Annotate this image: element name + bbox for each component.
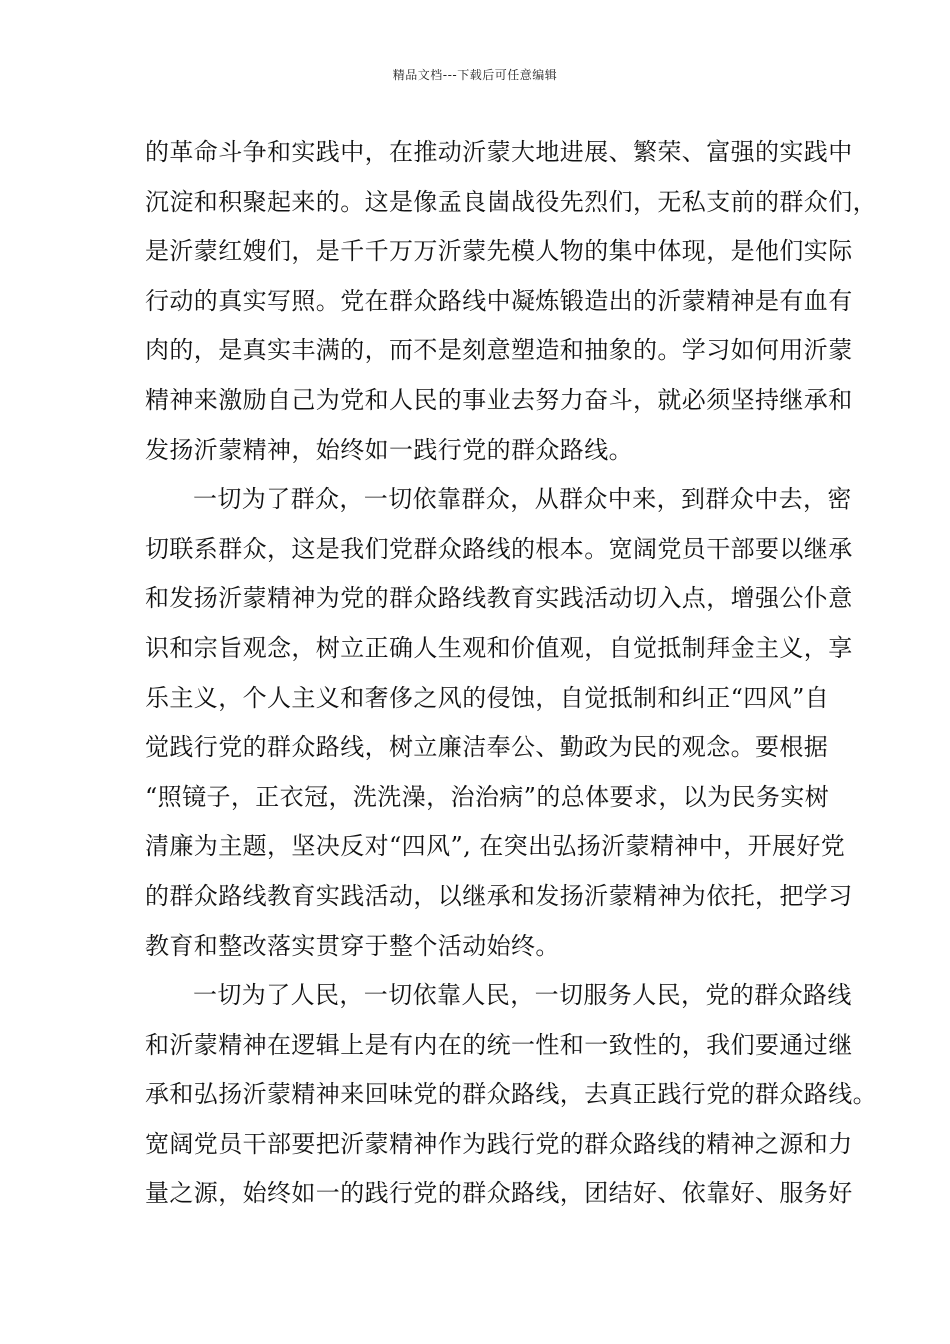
- text-line: “照镜子，正衣冠，洗洗澡，治治病”的总体要求，以为民务实树: [145, 782, 830, 811]
- text-line: 乐主义，个人主义和奢侈之风的侵蚀，自觉抵制和纠正“四风”自: [145, 683, 830, 712]
- text-line: 承和弘扬沂蒙精神来回味党的群众路线，去真正践行党的群众路线。: [145, 1080, 877, 1109]
- text-line: 清廉为主题，坚决反对“四风”, 在突出弘扬沂蒙精神中，开展好党: [145, 832, 846, 861]
- text-line: 精神来激励自己为党和人民的事业去努力奋斗，就必须坚持继承和: [145, 385, 853, 414]
- text-line: 一切为了人民，一切依靠人民，一切服务人民，党的群众路线: [193, 981, 852, 1010]
- text-line: 一切为了群众，一切依靠群众，从群众中来，到群众中去，密: [193, 485, 852, 514]
- text-line: 沉淀和积聚起来的。这是像孟良崮战役先烈们，无私支前的群众们，: [145, 187, 877, 216]
- page-header: 精品文档---下载后可任意编辑: [392, 68, 558, 82]
- text-line: 和沂蒙精神在逻辑上是有内在的统一性和一致性的，我们要通过继: [145, 1030, 853, 1059]
- document-body: [145, 128, 877, 1219]
- text-line: 识和宗旨观念，树立正确人生观和价值观，自觉抵制拜金主义，享: [145, 633, 853, 662]
- text-line: 切联系群众，这是我们党群众路线的根本。宽阔党员干部要以继承: [145, 534, 853, 563]
- text-line: 的革命斗争和实践中，在推动沂蒙大地进展、繁荣、富强的实践中: [145, 138, 853, 166]
- text-line: 量之源，始终如一的践行党的群众路线，团结好、依靠好、服务好: [145, 1179, 853, 1208]
- text-line: 宽阔党员干部要把沂蒙精神作为践行党的群众路线的精神之源和力: [145, 1129, 853, 1158]
- text-line: 发扬沂蒙精神，始终如一践行党的群众路线。: [145, 435, 633, 464]
- text-line: 的群众路线教育实践活动，以继承和发扬沂蒙精神为依托，把学习: [145, 881, 853, 910]
- text-line: 肉的，是真实丰满的，而不是刻意塑造和抽象的。学习如何用沂蒙: [145, 336, 853, 365]
- text-line: 教育和整改落实贯穿于整个活动始终。: [145, 931, 560, 960]
- text-line: 觉践行党的群众路线，树立廉洁奉公、勤政为民的观念。要根据: [145, 733, 829, 762]
- text-line: 行动的真实写照。党在群众路线中凝炼锻造出的沂蒙精神是有血有: [145, 286, 853, 315]
- text-line: 是沂蒙红嫂们，是千千万万沂蒙先模人物的集中体现，是他们实际: [145, 237, 853, 266]
- text-line: 和发扬沂蒙精神为党的群众路线教育实践活动切入点，增强公仆意: [145, 584, 853, 613]
